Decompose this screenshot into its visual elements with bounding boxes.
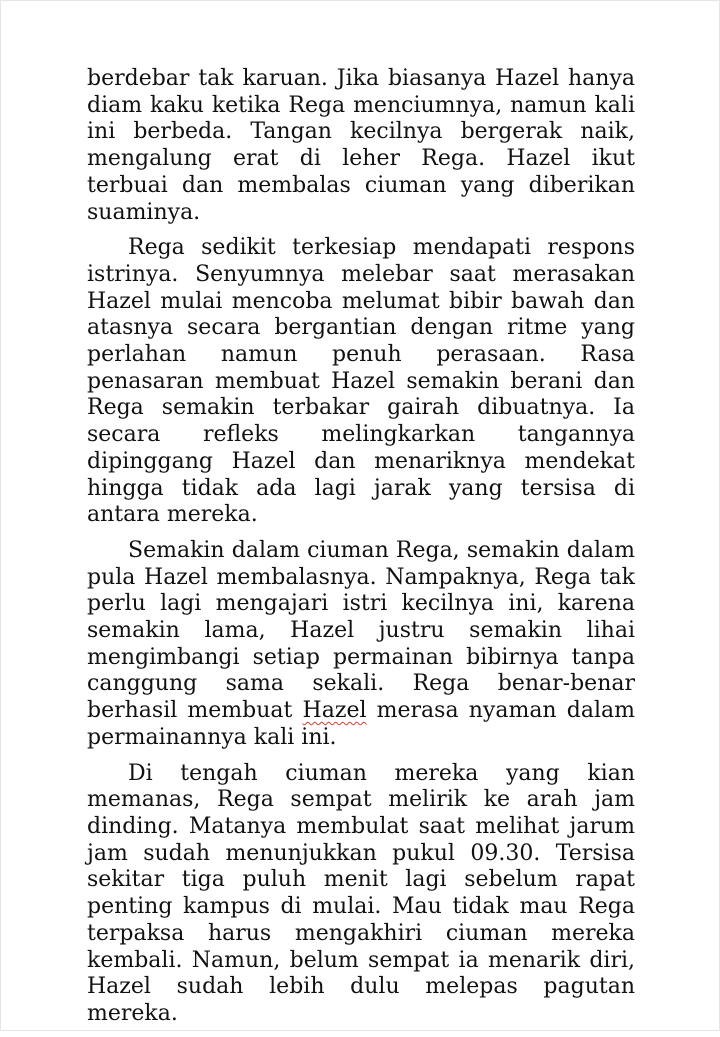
paragraph-3-text-end: merasa nyaman dalam permainannya kali ini. (87, 698, 635, 750)
paragraph-2 (87, 235, 635, 529)
paragraph-3 (87, 538, 635, 752)
paragraph-1 (87, 66, 635, 226)
paragraph-2-text: Rega sedikit terkesiap mendapati respons istrinya. Senyumnya melebar saat merasakan Hazel mulai mencoba melumat bibir bawah dan atasnya secara bergantian dengan ritme yang perlahan namun penuh perasaan. Rasa penasaran membuat Hazel semakin berani dan Rega semakin terbakar gairah dibuatnya. Ia secara refleks melingkarkan tangannya dipinggang Hazel dan menariknya mendekat hingga tidak ada lagi jarak yang tersisa di antara mereka. (87, 235, 635, 528)
paragraph-4 (87, 761, 635, 1028)
paragraph-3-text-start: Semakin dalam ciuman Rega, semakin dalam pula Hazel membalasnya. Nampaknya, Rega tak perlu lagi mengajari istri kecilnya ini, karena semakin lama, Hazel justru semakin lihai mengimbangi setiap permainan bibirnya tanpa canggung sama sekali. Rega benar-benar berhasil membuat (87, 537, 635, 724)
paragraph-4-text: Di tengah ciuman mereka yang kian memanas, Rega sempat melirik ke arah jam dinding. Matanya membulat saat melihat jarum jam sudah menunjukkan pukul 09.30. Tersisa sekitar tiga puluh menit lagi sebelum rapat penting kampus di mulai. Mau tidak mau Rega terpaksa harus mengakhiri ciuman mereka kembali. Namun, belum sempat ia menarik diri, Hazel sudah lebih dulu melepas pagutan mereka. (87, 760, 635, 1026)
text-body (87, 66, 635, 1037)
paragraph-1-text: berdebar tak karuan. Jika biasanya Hazel hanya diam kaku ketika Rega menciumnya, namun kali ini berbeda. Tangan kecilnya bergerak naik, mengalung erat di leher Rega. Hazel ikut terbuai dan membalas ciuman yang diberikan suaminya. (87, 66, 635, 225)
spellcheck-underlined-word[interactable]: Hazel (302, 698, 367, 724)
